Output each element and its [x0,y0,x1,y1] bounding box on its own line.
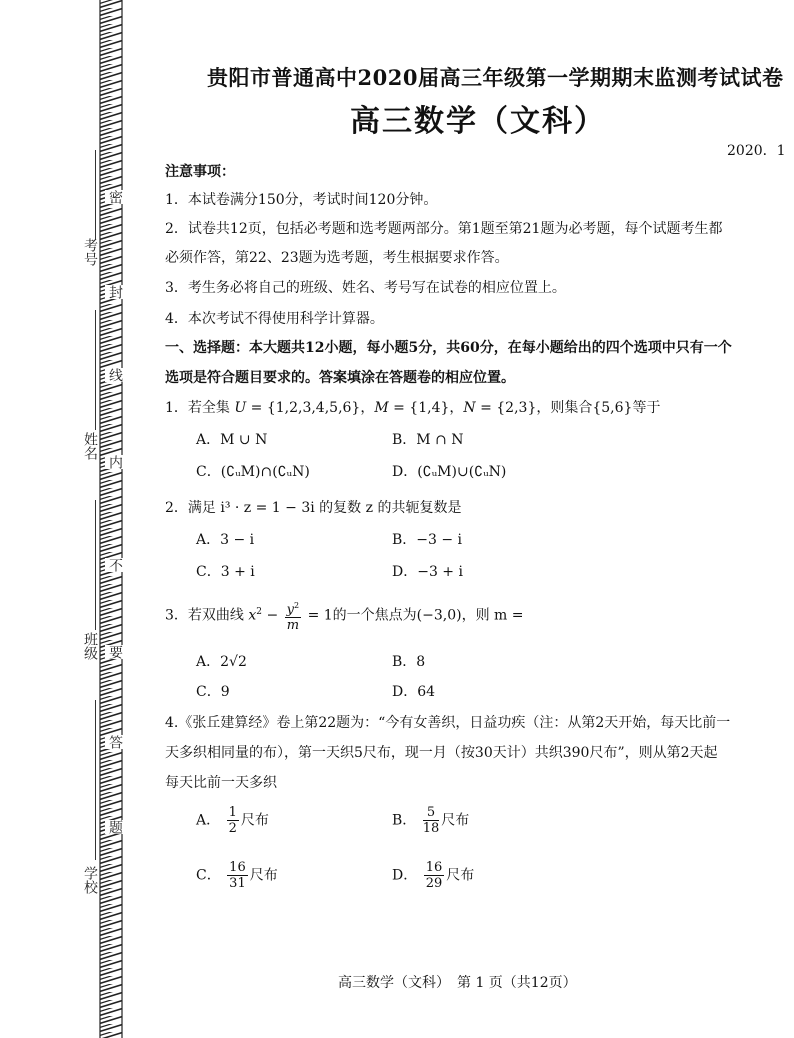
margin-line-banji [95,500,96,630]
q1-option-d: D．(∁ᵤM)∪(∁ᵤN) [392,464,507,480]
notice-item-2-line2: 必须作答，第22、23题为选考题，考生根据要求作答。 [165,250,509,266]
seal-char-da: 答 [107,735,123,749]
label-banji: 班级 [82,632,98,660]
exam-date: 2020．1 [727,143,786,159]
q4-option-d: D． $\frac{16}{29}$ 尺布 [392,860,475,891]
section-heading-line2: 选项是符合题目要求的。答案填涂在答题卷的相应位置。 [165,370,515,386]
notice-item-3: 3．考生务必将自己的班级、姓名、考号写在试卷的相应位置上。 [165,280,566,296]
question-4-line1: 4.《张丘建算经》卷上第22题为：“今有女善织，日益功疾（注：从第2天开始，每天比前一 [165,715,731,731]
q1-option-c: C．(∁ᵤM)∩(∁ᵤN) [196,464,310,480]
q2-option-d: D．−3 + i [392,564,463,580]
q3-option-b: B．8 [392,654,426,670]
page-footer: 高三数学（文科） 第 1 页（共12页） [338,975,577,991]
question-4-line3: 每天比前一天多织 [165,775,277,791]
q3-option-d: D．64 [392,684,436,700]
q4-option-a: A． $\frac{1}{2}$ 尺布 [196,805,269,836]
exam-title: 贵阳市普通高中2020届高三年级第一学期期末监测考试试卷 [207,65,784,90]
notice-item-4: 4．本次考试不得使用科学计算器。 [165,311,384,327]
seal-char-xian: 线 [107,368,123,382]
q1-option-a: A．M ∪ N [196,432,268,448]
question-2: 2．满足 i³ · z = 1 − 3i 的复数 z 的共轭复数是 [165,500,462,516]
section-heading-line1: 一、选择题：本大题共12小题，每小题5分，共60分，在每小题给出的四个选项中只有一个 [165,340,732,356]
seal-char-mi: 密 [107,190,123,204]
margin-line-xuexiao [95,700,96,860]
label-xuexiao: 学校 [82,866,98,894]
question-3: 3．若双曲线 $x^2$ − $\frac{y^2}{m}$ = 1的一个焦点为(−3,0)，则 m = [165,598,523,633]
q2-option-c: C．3 + i [196,564,255,580]
q2-option-a: A．3 − i [196,532,255,548]
label-xingming: 姓名 [82,432,98,460]
exam-subject: 高三数学（文科） [350,104,606,139]
q4-option-c: C． $\frac{16}{31}$ 尺布 [196,860,278,891]
question-1: 1．若全集 U = {1,2,3,4,5,6}，M = {1,4}，N = {2,3}，则集合{5,6}等于 [165,400,661,416]
q3-option-a: A．2√2 [196,654,247,670]
q3-fraction: $\frac{y^2}{m}$ [285,598,301,633]
margin-line-xingming [95,310,96,430]
q4-option-b: B． $\frac{5}{18}$ 尺布 [392,805,470,836]
question-4-line2: 天多织相同量的布），第一天织5尺布，现一月（按30天计）共织390尺布”，则从第2天起 [165,745,718,761]
label-kaohao: 考号 [82,238,98,266]
seal-char-yao: 要 [107,645,123,659]
notice-item-1: 1．本试卷满分150分，考试时间120分钟。 [165,192,438,208]
margin-line-kaohao [95,150,96,240]
notice-heading: 注意事项： [165,164,235,180]
binding-rope-decoration [96,0,126,1038]
q3-option-c: C．9 [196,684,230,700]
seal-char-feng: 封 [107,285,123,299]
q1-option-b: B．M ∩ N [392,432,464,448]
seal-char-bu: 不 [107,558,123,572]
seal-char-ti: 题 [107,820,123,834]
q2-option-b: B．−3 − i [392,532,463,548]
seal-char-nei: 内 [107,455,123,469]
notice-item-2-line1: 2．试卷共12页，包括必考题和选考题两部分。第1题至第21题为必考题，每个试题考生都 [165,221,723,237]
